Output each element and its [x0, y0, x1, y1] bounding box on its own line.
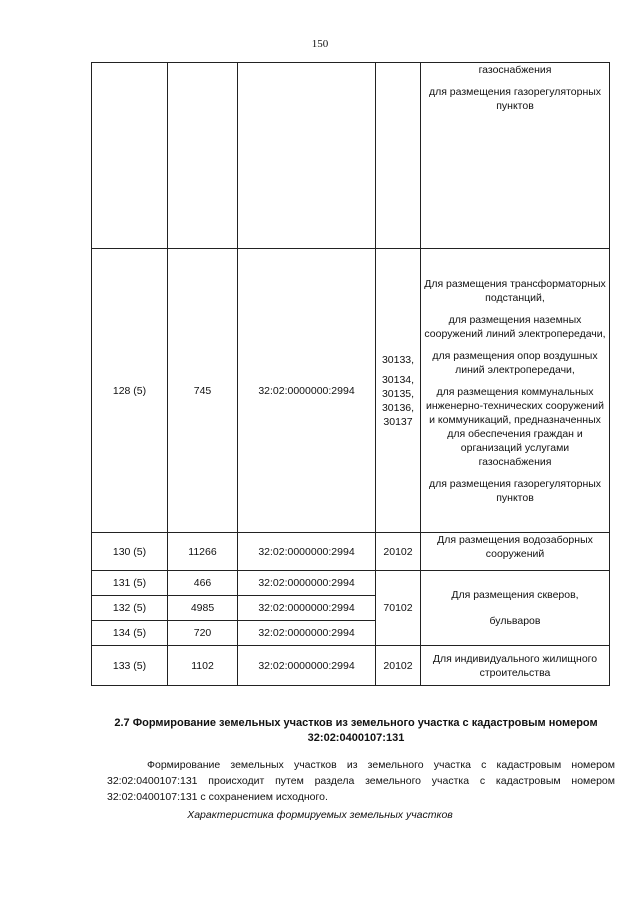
cadastral-number: 32:02:0000000:2994 — [238, 249, 376, 533]
table-row — [92, 63, 610, 249]
plot-number: 128 (5) — [92, 249, 168, 533]
table-row — [92, 249, 610, 533]
purpose-cell: Для индивидуального жилищного строительства — [421, 646, 610, 686]
cadastral-number: 32:02:0000000:2994 — [238, 596, 376, 621]
use-code: 70102 — [376, 571, 421, 646]
plot-number: 134 (5) — [92, 621, 168, 646]
purpose-cell: Для размещения водозаборных сооружений — [421, 533, 610, 571]
plot-area: 1102 — [168, 646, 238, 686]
use-codes — [376, 249, 421, 533]
plot-area: 11266 — [168, 533, 238, 571]
use-code: 30133, — [381, 353, 415, 366]
plot-number: 130 (5) — [92, 533, 168, 571]
purpose-cell — [421, 571, 610, 646]
use-code: 20102 — [376, 533, 421, 571]
plot-number: 133 (5) — [92, 646, 168, 686]
page-number: 150 — [311, 38, 329, 50]
use-code: 20102 — [376, 646, 421, 686]
table-cell — [238, 63, 376, 249]
table-caption: Характеристика формируемых земельных участков — [187, 809, 453, 821]
purpose-line: для размещения газорегуляторных пунктов — [428, 86, 602, 112]
purpose-line: Для размещения трансформаторных подстанций, — [424, 277, 606, 304]
table-row — [92, 571, 610, 596]
plot-number: 132 (5) — [92, 596, 168, 621]
purpose-cell — [421, 63, 610, 249]
table-row — [92, 533, 610, 571]
use-code: 30137 — [383, 415, 413, 428]
plot-area: 745 — [168, 249, 238, 533]
use-code: 30134, — [381, 373, 415, 386]
plot-area: 466 — [168, 571, 238, 596]
plot-number: 131 (5) — [92, 571, 168, 596]
section-heading: 2.7 Формирование земельных участков из земельного участка с кадастровым номером 32:02:0400107:131 — [114, 717, 598, 744]
body-paragraph: Формирование земельных участков из земельного участка с кадастровым номером 32:02:0400107:131 происходит путем раздела земельного участка с кадастровым номером 32:02:0400107:131 с сохранением исходного. — [107, 759, 615, 803]
use-code: 30135, — [381, 387, 415, 400]
purpose-line: для размещения газорегуляторных пунктов — [428, 477, 602, 504]
cadastral-number: 32:02:0000000:2994 — [238, 621, 376, 646]
purpose-line: для размещения опор воздушных линий электропередачи, — [432, 349, 598, 376]
purpose-line: газоснабжения — [478, 64, 552, 76]
purpose-line: Для размещения скверов, — [451, 589, 579, 601]
cadastral-number: 32:02:0000000:2994 — [238, 533, 376, 571]
table-cell — [376, 63, 421, 249]
use-code: 30136, — [381, 401, 415, 414]
table-cell — [92, 63, 168, 249]
purpose-cell — [421, 249, 610, 533]
purpose-line: бульваров — [489, 615, 541, 627]
plot-area: 4985 — [168, 596, 238, 621]
cadastral-number: 32:02:0000000:2994 — [238, 646, 376, 686]
land-plots-table — [91, 62, 610, 686]
table-cell — [168, 63, 238, 249]
table-row — [92, 646, 610, 686]
plot-area: 720 — [168, 621, 238, 646]
purpose-line: для размещения наземных сооружений линий электропередачи, — [424, 313, 606, 340]
purpose-line: для размещения коммунальных инженерно-технических сооружений и коммуникаций, предназначенных для обеспечения граждан и организаций услугами газоснабжения — [425, 385, 605, 468]
cadastral-number: 32:02:0000000:2994 — [238, 571, 376, 596]
